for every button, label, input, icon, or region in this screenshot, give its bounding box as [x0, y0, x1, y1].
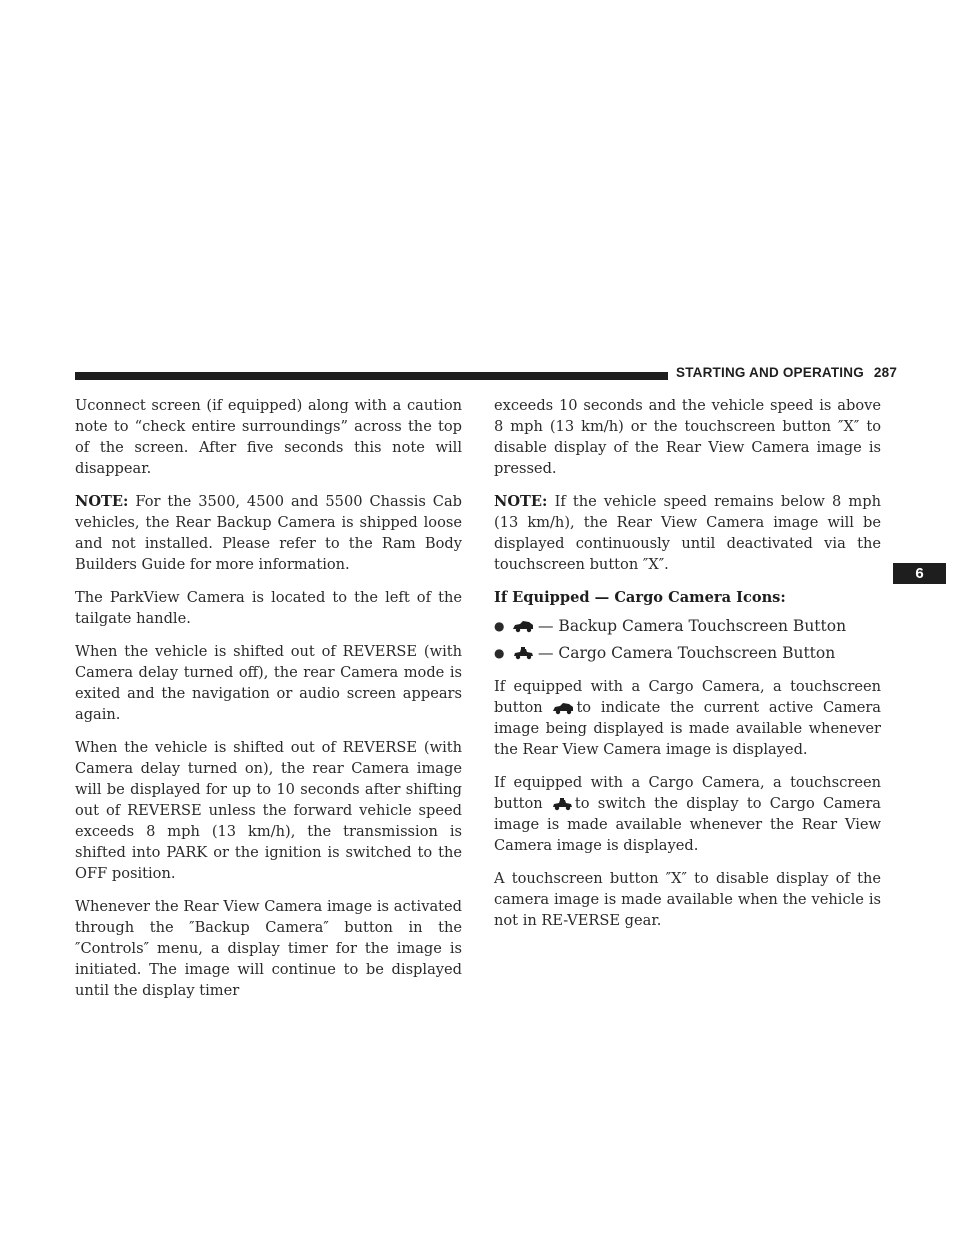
- chapter-tab: 6: [893, 563, 946, 584]
- paragraph: exceeds 10 seconds and the vehicle speed is above 8 mph (13 km/h) or the touchscreen button ″X″ to disable display of the Rear View Camera image is pressed.: [494, 397, 881, 477]
- header-rule: [75, 372, 668, 380]
- note-label: NOTE:: [494, 493, 548, 510]
- bullet-dot: ●: [494, 619, 505, 633]
- backup-camera-icon: [552, 702, 574, 715]
- note-label: NOTE:: [75, 493, 129, 510]
- bullet-dot: ●: [494, 646, 505, 660]
- list-item: [494, 643, 881, 664]
- backup-camera-icon: [512, 620, 534, 633]
- paragraph: Uconnect screen (if equipped) along with a caution note to “check entire surroundings” across the top of the screen. After five seconds this note will disappear.: [75, 397, 462, 477]
- paragraph: When the vehicle is shifted out of REVERSE (with Camera delay turned off), the rear Camera mode is exited and the navigation or audio screen appears again.: [75, 643, 462, 723]
- paragraph-text: If equipped with a Cargo Camera, a touchscreen button: [494, 774, 881, 812]
- paragraph: The ParkView Camera is located to the left of the tailgate handle.: [75, 589, 462, 627]
- paragraph-text: If equipped with a Cargo Camera, a touchscreen button: [494, 678, 881, 716]
- paragraph: A touchscreen button ″X″ to disable display of the camera image is made available when the vehicle is not in RE-VERSE gear.: [494, 870, 881, 929]
- paragraph-text: to indicate the current active Camera image being displayed is made available whenever the Rear View Camera image is displayed.: [494, 699, 882, 758]
- list-item-text: — Backup Camera Touchscreen Button: [538, 617, 847, 635]
- note-paragraph: [494, 491, 881, 575]
- paragraph: Whenever the Rear View Camera image is activated through the ″Backup Camera″ button in the ″Controls″ menu, a display timer for the image is initiated. The image will continue to be displayed until the display timer: [75, 898, 462, 999]
- paragraph: When the vehicle is shifted out of REVERSE (with Camera delay turned on), the rear Camera image will be displayed for up to 10 seconds after shifting out of REVERSE unless the forward vehicle speed exceeds 8 mph (13 km/h), the transmission is shifted into PARK or the ignition is switched to the OFF position.: [75, 739, 462, 882]
- section-title: STARTING AND OPERATING: [676, 365, 864, 380]
- cargo-camera-icon: [551, 798, 573, 811]
- right-column: [494, 395, 881, 943]
- note-paragraph: [75, 491, 462, 575]
- running-header: [676, 365, 897, 380]
- list-item: [494, 616, 881, 637]
- list-item-text: — Cargo Camera Touchscreen Button: [538, 644, 836, 662]
- paragraph-text: to switch the display to Cargo Camera image is made available whenever the Rear View Camera image is displayed.: [494, 795, 881, 854]
- note-text: For the 3500, 4500 and 5500 Chassis Cab vehicles, the Rear Backup Camera is shipped loose and not installed. Please refer to the Ram Body Builders Guide for more information.: [75, 493, 462, 573]
- page-number: 287: [873, 365, 898, 380]
- paragraph: [494, 772, 881, 856]
- cargo-camera-icon: [512, 647, 534, 660]
- left-column: [75, 395, 462, 1013]
- section-heading: If Equipped — Cargo Camera Icons:: [494, 589, 786, 606]
- paragraph: [494, 676, 881, 760]
- note-text: If the vehicle speed remains below 8 mph (13 km/h), the Rear View Camera image will be displayed continuously until deactivated via the touchscreen button ″X″.: [494, 493, 881, 573]
